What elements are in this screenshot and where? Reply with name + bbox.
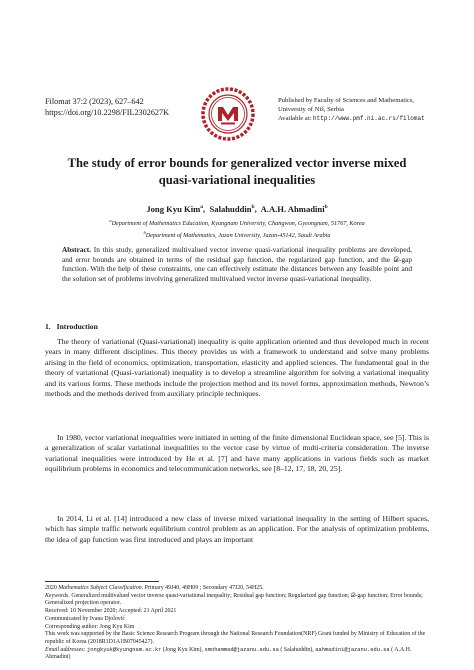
affiliations xyxy=(30,217,444,240)
body-paragraph: In 2014, Li et al. [14] introduced a new class of inverse mixed variational inequality in the setting of Hilbert spaces, which has simple traffic network equilibrium control problem as an application. For the analysis of optimization problems, the idea of gap function was first introduced and plays an important xyxy=(45,514,429,544)
author-1: Jong Kyu Kim xyxy=(146,204,201,214)
abstract-label: Abstract. xyxy=(62,245,91,254)
affiliation-a-mark: a xyxy=(109,218,112,223)
funding-line: This work was supported by the Basic Science Research Program through the National Research Foundation(NRF) Grant funded by Ministry of Education of the republic of Korea (2018R1D1A1B07045427). xyxy=(45,631,426,645)
paper-title xyxy=(30,155,444,189)
email-line xyxy=(45,647,429,662)
email-label: Email addresses: xyxy=(45,646,86,653)
email-name-3: ( A.A.H. Ahmadini) xyxy=(45,646,412,661)
communicated-line: Communicated by Ivana Djolović xyxy=(45,615,125,622)
email-name-1: (Jong Kyu Kim), xyxy=(162,646,203,653)
author-3: A.A.H. Ahmadini xyxy=(260,204,325,214)
title-line-2: quasi-variational inequalities xyxy=(158,173,316,187)
affiliation-b-mark: b xyxy=(143,229,146,235)
keywords-label: Keywords. xyxy=(45,592,70,599)
affiliation-b-text: Department of Mathematics, Jazan University, Jazan-45142, Saudi Arabia xyxy=(145,231,331,239)
publisher-line-2: University of Niš, Serbia xyxy=(278,106,344,113)
doi-link[interactable]: https://doi.org/10.2298/FIL2302627K xyxy=(45,108,170,117)
msc-text: Primary 49J40, 49H09 ; Secondary 47J20, 54H25. xyxy=(144,585,264,591)
journal-header-left xyxy=(45,96,169,118)
author-2: Salahuddin xyxy=(209,204,252,214)
faculty-seal-logo xyxy=(200,86,256,142)
author-2-affil-mark: b xyxy=(251,204,255,211)
email-link-3[interactable]: aahmadini@jazanu.edu.sa xyxy=(315,646,390,653)
author-list xyxy=(30,204,444,214)
section-heading-introduction xyxy=(45,322,98,331)
keywords-line xyxy=(45,593,429,608)
title-line-1: The study of error bounds for generalized vector inverse mixed xyxy=(67,156,407,170)
affiliation-a-text: Department of Mathematics Education, Kyungnam University, Changwon, Gyeongnam, 51767, Korea xyxy=(111,220,365,228)
affiliation-a xyxy=(30,217,444,229)
publisher-line-1: Published by Faculty of Sciences and Mathematics, xyxy=(278,97,415,104)
abstract-text: In this study, generalized multivalued vector inverse quasi-variational inequality problems are developed, and error bounds are obtained in terms of the residual gap function, the regularized gap function, and the 𝒟-gap function. With the help of these constraints, one can effectively estimate the distances between any feasible point and the solution set of problems involving generalized multivalued vector inverse quasi-variational inequality. xyxy=(62,245,412,284)
journal-url-link[interactable]: http://www.pmf.ni.ac.rs/filomat xyxy=(313,115,425,122)
affiliation-b xyxy=(30,229,444,241)
seal-icon xyxy=(200,86,256,142)
author-1-affil-mark: a xyxy=(200,204,204,211)
msc-label: Mathematics Subject Classification. xyxy=(58,585,144,591)
keywords-text: Generalized multivalued vector inverse quasi-variational inequality; Residual gap function; Regularized gap function; 𝒟-gap function; Error bounds; Generalized projection operator. xyxy=(45,592,423,607)
section-title: Introduction xyxy=(56,322,98,331)
author-separator: , xyxy=(254,204,261,214)
available-label: Available at: xyxy=(278,115,312,122)
publisher-header-right xyxy=(278,96,425,123)
msc-year: 2020 xyxy=(45,585,57,591)
footnotes xyxy=(45,585,429,662)
author-3-affil-mark: b xyxy=(324,204,328,211)
section-number: 1. xyxy=(45,322,51,331)
author-separator: , xyxy=(203,204,210,214)
corresponding-author-line: Corresponding author: Jong Kyu Kim xyxy=(45,623,135,630)
msc-line xyxy=(45,585,429,593)
journal-citation: Filomat 37:2 (2023), 627–642 xyxy=(45,97,144,106)
email-link-1[interactable]: jongkyuk@kyungnam.ac.kr xyxy=(87,646,162,653)
email-name-2: ( Salahuddin), xyxy=(280,646,314,653)
footnote-rule xyxy=(45,581,159,582)
body-paragraph: In 1980, vector variational inequalities were initiated in setting of the finite dimensional Euclidean space, see [5]. This is a generalization of scalar variational inequalities to the vector case by virtue of multi-criteria consideration. The inverse variational inequalities were introduced by He et al. [7] and have many applications in various fields such as market equilibrium problems in economics and telecommunication networks, see [8–12, 17, 18, 20, 25]. xyxy=(45,433,429,474)
abstract xyxy=(62,245,412,284)
email-link-2[interactable]: smohammad@jazanu.edu.sa xyxy=(204,646,279,653)
body-paragraph: The theory of variational (Quasi-variational) inequality is quite application oriented and thus developed much in recent years in many different disciplines. This theory provides us with a framework to understand and solve many problems arising in the field of economics, optimization, transportation, elasticity and applied sciences. The fundamental goal in the theory of variational (Quasi-variational) inequality is to develop a streamline algorithm for solving a variational inequality and its various forms. These methods include the projection method and its novel forms, approximation methods, Newton’s methods and the methods derived from auxiliary principle techniques. xyxy=(45,337,429,399)
availability-line xyxy=(278,114,425,123)
dates-line: Received: 10 November 2020; Accepted: 21 April 2021 xyxy=(45,608,177,615)
